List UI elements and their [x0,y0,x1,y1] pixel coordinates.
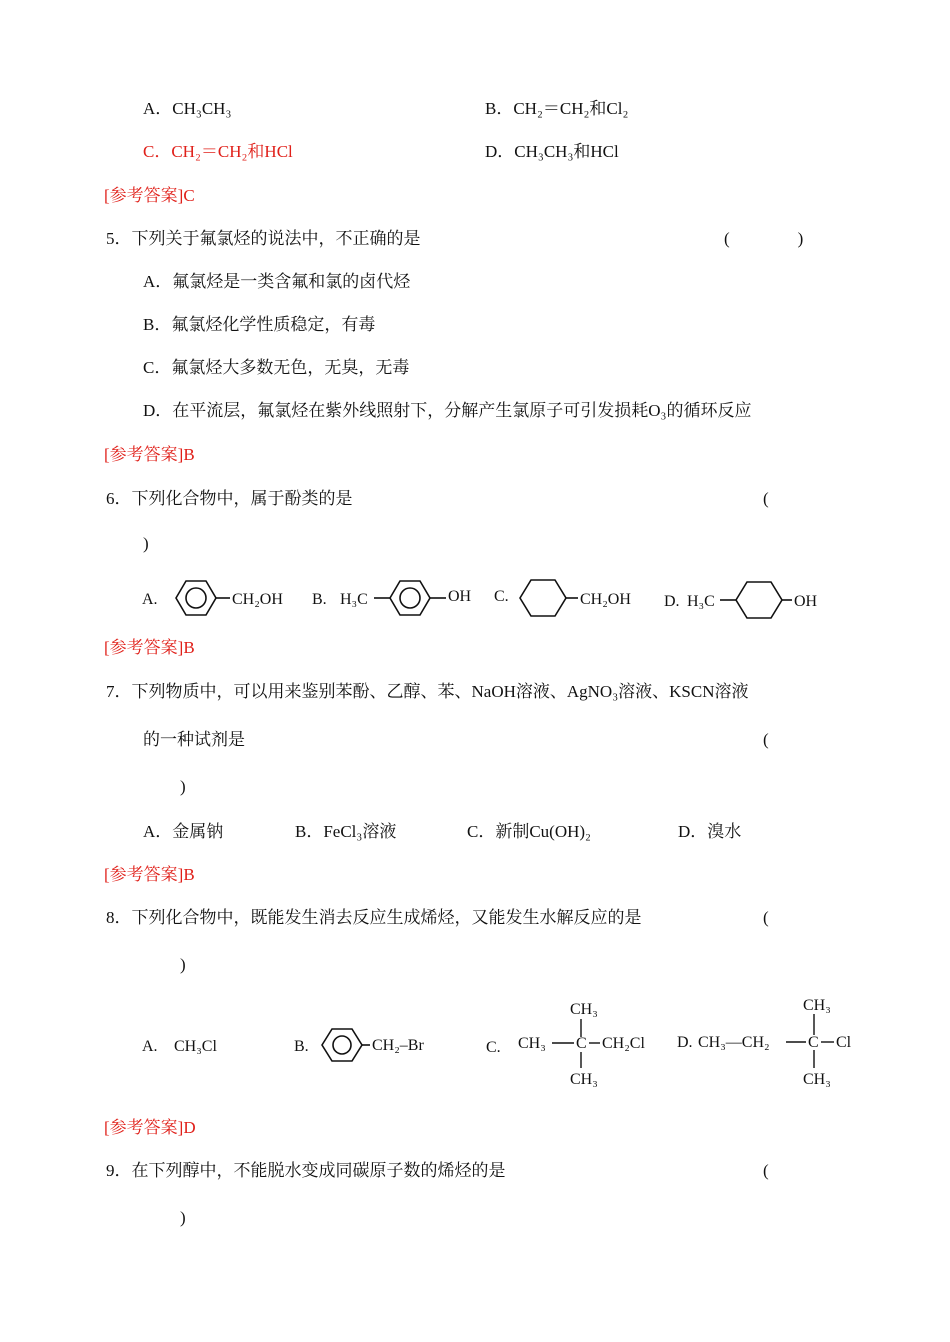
q9-bracket-close: ) [180,1208,186,1227]
q8-opt-d-top: CH₃ [803,997,831,1014]
q8-opt-b-group: CH₂–Br [372,1037,424,1054]
q8-opt-c-center: C [576,1035,587,1052]
q6-opt-c-label: C. [494,588,509,605]
question-number: 6． [106,489,132,508]
q7-stem-line2: 的一种试剂是 [143,730,245,749]
q5-answer: [参考答案]B [104,445,195,464]
q6-bracket-open: ( [763,489,769,508]
q5-option-b: B．氟氯烃化学性质稳定，有毒 [143,315,376,334]
q8-stem [106,907,642,929]
q6-opt-d-label: D. [664,593,680,610]
q8-bracket-close: ) [180,955,186,974]
q8-opt-c-left: CH₃ [518,1035,546,1052]
question-number: 9． [106,1161,132,1180]
q8-opt-d-bottom: CH₃ [803,1071,831,1088]
q4-option-c [143,141,293,163]
q5-option-d: D．在平流层，氟氯烃在紫外线照射下，分解产生氯原子可引发损耗O₃的循环反应 [143,401,752,420]
q9-bracket-open: ( [763,1161,769,1180]
q8-opt-b-label: B. [294,1038,309,1055]
q5-bracket: ( ) [724,229,804,248]
cyclohexane-ring [520,580,578,616]
q8-opt-d-chain: CH₃—CH₂ [698,1034,770,1051]
q7-option-d: D．溴水 [678,822,742,841]
option-text: CH₂＝CH₂和HCl [171,142,293,161]
q7-option-c: C．新制Cu(OH)₂ [467,822,591,841]
q6-opt-a-label: A. [142,591,158,608]
cyclohexane-ring [720,582,792,618]
q6-opt-a-group: CH₂OH [232,591,283,608]
benzene-ring [374,581,446,615]
q4-option-a [143,98,231,120]
option-label: A． [143,99,173,118]
q7-bracket-close: ) [180,777,186,796]
option-text: CH₃CH₃和HCl [514,142,619,161]
q4-answer: [参考答案]C [104,186,195,205]
q6-opt-d-left: H₃C [687,593,715,610]
q8-opt-a: CH₃Cl [174,1038,217,1055]
q8-structures [140,990,870,1090]
q4-option-d [485,141,619,163]
q8-opt-d-center: C [808,1034,819,1051]
question-number: 8． [106,908,132,927]
option-text: CH₃CH₃ [172,99,232,118]
q8-opt-a-label: A. [142,1038,158,1055]
q6-stem [106,488,353,510]
q7-stem-line1 [106,681,748,703]
q8-opt-c-label: C. [486,1039,501,1056]
q6-opt-b-label: B. [312,591,327,608]
q8-opt-d-label: D. [677,1034,693,1051]
q6-opt-d-right: OH [794,593,818,610]
q6-structures [140,568,840,628]
q7-option-b: B．FeCl₃溶液 [295,822,397,841]
option-text: CH₂＝CH₂和Cl₂ [513,99,629,118]
option-label: C． [143,142,172,161]
q6-answer: [参考答案]B [104,638,195,657]
option-label: D． [485,142,515,161]
q6-opt-b-left: H₃C [340,591,368,608]
q8-opt-c-top: CH₃ [570,1001,598,1018]
question-text: 下列关于氟氯烃的说法中，不正确的是 [131,229,421,248]
q8-bracket-open: ( [763,908,769,927]
q6-opt-b-right: OH [448,588,472,605]
q4-option-b [485,98,628,120]
question-text: 下列化合物中，属于酚类的是 [131,489,353,508]
q5-option-c: C．氟氯烃大多数无色，无臭，无毒 [143,358,410,377]
q6-opt-c-group: CH₂OH [580,591,631,608]
option-label: B． [485,99,514,118]
q5-option-a: A．氟氯烃是一类含氟和氯的卤代烃 [143,272,411,291]
q6-bracket-close: ) [143,534,149,553]
question-text: 下列物质中，可以用来鉴别苯酚、乙醇、苯、NaOH溶液、AgNO₃溶液、KSCN溶液 [131,682,749,701]
q7-bracket-open: ( [763,730,769,749]
q8-answer: [参考答案]D [104,1118,196,1137]
question-number: 5． [106,229,132,248]
question-number: 7． [106,682,132,701]
q8-opt-d-right: Cl [836,1034,852,1051]
question-text: 在下列醇中，不能脱水变成同碳原子数的烯烃的是 [131,1161,506,1180]
q8-opt-c-right: CH₂Cl [602,1035,645,1052]
q9-stem [106,1160,506,1182]
q5-stem [106,228,421,250]
q7-answer: [参考答案]B [104,865,195,884]
q8-opt-c-bottom: CH₃ [570,1071,598,1088]
question-text: 下列化合物中，既能发生消去反应生成烯烃，又能发生水解反应的是 [131,908,642,927]
benzene-ring [322,1029,370,1061]
benzene-ring [176,581,230,615]
q7-option-a: A．金属钠 [143,822,224,841]
